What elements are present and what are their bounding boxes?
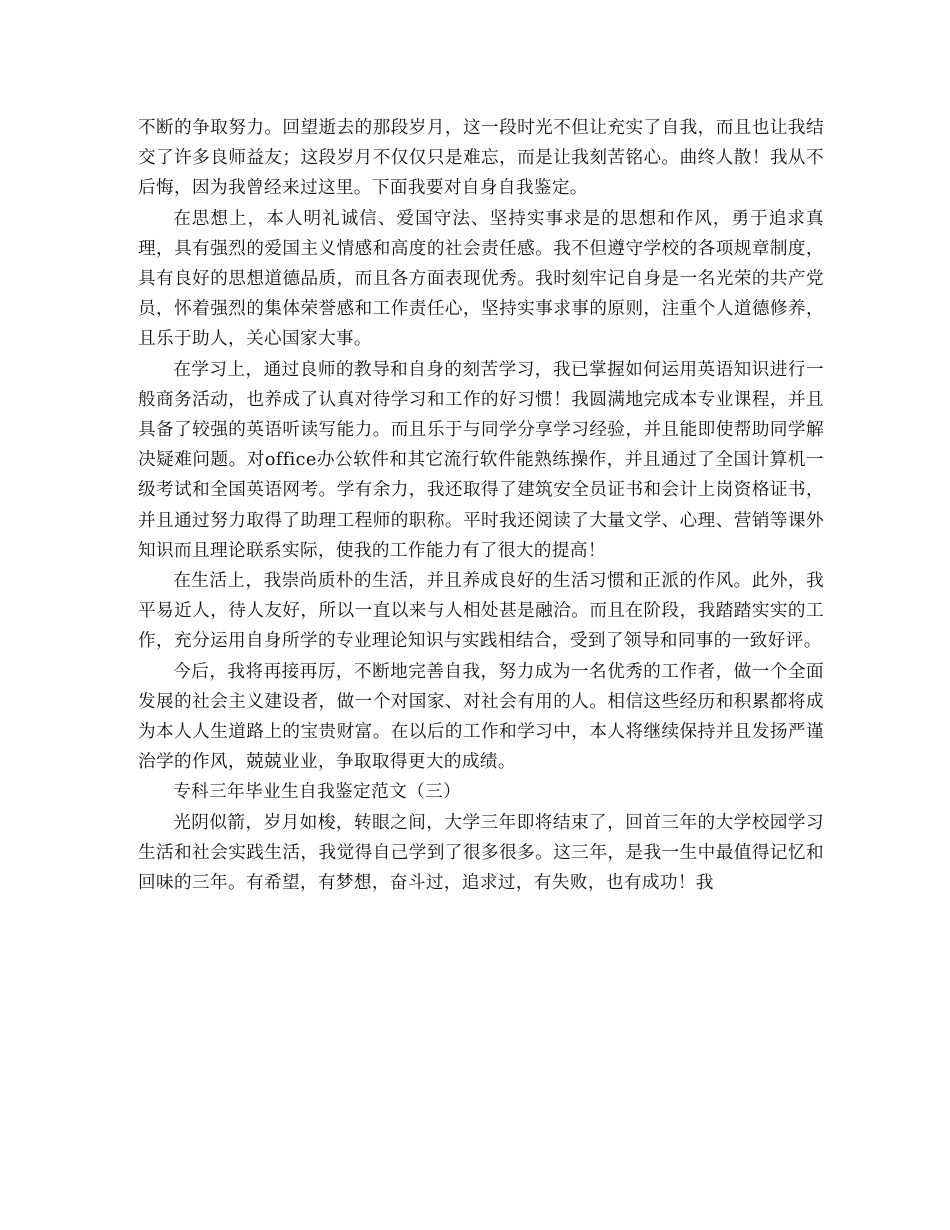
paragraph-ideology: 在思想上，本人明礼诚信、爱国守法、坚持实事求是的思想和作风，勇于追求真理，具有强烈的爱国主义情感和高度的社会责任感。我不但遵守学校的各项规章制度，具有良好的思想道德品质，而且各方面表现优秀。我时刻牢记自身是一名光荣的共产党员，怀着强烈的集体荣誉感和工作责任心，坚持实事求事的原则，注重个人道德修养，且乐于助人，关心国家大事。 xyxy=(138,208,824,350)
paragraph-intro-three: 光阴似箭，岁月如梭，转眼之间，大学三年即将结束了，回首三年的大学校园学习生活和社会实践生活，我觉得自己学到了很多很多。这三年，是我一生中最值得记忆和回味的三年。有希望，有梦想，奋斗过，追求过，有失败，也有成功！我 xyxy=(138,812,824,894)
document-page xyxy=(138,113,824,898)
paragraph-study: 在学习上，通过良师的教导和自身的刻苦学习，我已掌握如何运用英语知识进行一般商务活动，也养成了认真对待学习和工作的好习惯！我圆满地完成本专业课程，并且具备了较强的英语听读写能力。而且乐于与同学分享学习经验，并且能即使帮助同学解决疑难问题。对office办公软件和其它流行软件能熟练操作，并且通过了全国计算机一级考试和全国英语网考。学有余力，我还取得了建筑安全员证书和会计上岗资格证书，并且通过努力取得了助理工程师的职称。平时我还阅读了大量文学、心理、营销等课外知识而且理论联系实际，使我的工作能力有了很大的提高！ xyxy=(138,359,824,561)
paragraph-future: 今后，我将再接再厉，不断地完善自我，努力成为一名优秀的工作者，做一个全面发展的社会主义建设者，做一个对国家、对社会有用的人。相信这些经历和积累都将成为本人人生道路上的宝贵财富。在以后的工作和学习中，本人将继续保持并且发扬严谨治学的作风，兢兢业业，争取取得更大的成绩。 xyxy=(138,661,824,773)
paragraph-continuation: 不断的争取努力。回望逝去的那段岁月，这一段时光不但让充实了自我，而且也让我结交了许多良师益友；这段岁月不仅仅只是难忘，而是让我刻苦铭心。曲终人散！我从不后悔，因为我曾经来过这里。下面我要对自身自我鉴定。 xyxy=(138,118,824,199)
paragraph-life: 在生活上，我崇尚质朴的生活，并且养成良好的生活习惯和正派的作风。此外，我平易近人，待人友好，所以一直以来与人相处甚是融洽。而且在阶段，我踏踏实实的工作，充分运用自身所学的专业理论知识与实践相结合，受到了领导和同事的一致好评。 xyxy=(138,571,824,652)
section-heading: 专科三年毕业生自我鉴定范文（三） xyxy=(173,782,462,803)
